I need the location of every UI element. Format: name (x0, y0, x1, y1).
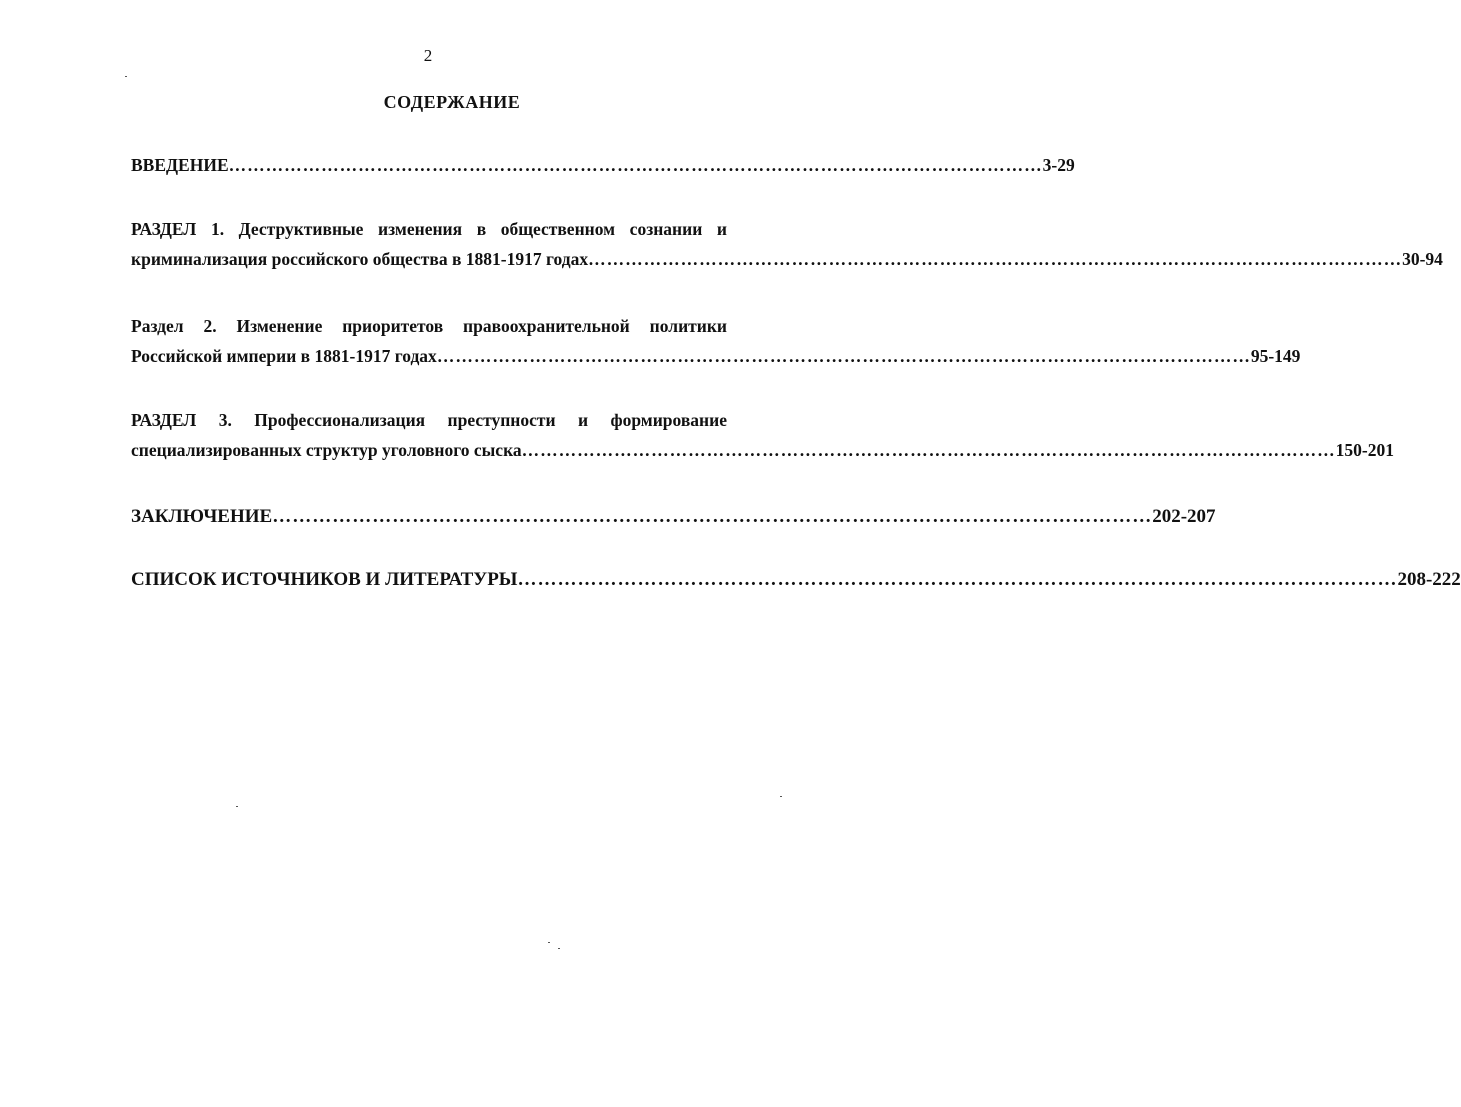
toc-entry-pages: 3-29 (1042, 155, 1075, 175)
dot-leader: …………………………………………………………………………………………………………………… (228, 155, 1043, 175)
toc-entry-title: Российской империи в 1881-1917 годах (131, 346, 437, 366)
toc-entry-title: специализированных структур уголовного сыска (131, 440, 522, 460)
toc-entry-title: криминализация российского общества в 1881-1917 годах (131, 249, 589, 269)
dot-leader: …………………………………………………………………………………………………………………… (521, 440, 1336, 460)
toc-entry-pages: 95-149 (1250, 346, 1301, 366)
toc-entry-section-1[interactable] (131, 214, 1443, 274)
toc-entry-pages: 202-207 (1152, 506, 1216, 527)
dot-leader: …………………………………………………………………………………………………………………… (436, 346, 1251, 366)
scan-speck (548, 942, 550, 943)
scan-speck (236, 806, 238, 807)
toc-entry-pages: 150-201 (1335, 440, 1394, 460)
toc-entry-pages: 208-222 (1397, 569, 1461, 590)
scan-speck (125, 76, 127, 77)
toc-entry-introduction[interactable] (131, 150, 1075, 180)
toc-title: СОДЕРЖАНИЕ (383, 92, 521, 112)
page-number: 2 (423, 46, 433, 65)
toc-entry-line (131, 341, 1301, 371)
scan-speck (780, 796, 782, 797)
toc-entry-conclusion[interactable] (131, 502, 1216, 532)
toc-entry-bibliography[interactable] (131, 565, 1461, 595)
toc-entry-title: ЗАКЛЮЧЕНИЕ (131, 506, 273, 527)
toc-entry-line (131, 502, 1216, 532)
toc-entry-title: ВВЕДЕНИЕ (131, 155, 229, 175)
dot-leader: …………………………………………………………………………………………………………………… (272, 506, 1153, 527)
toc-entry-pages: 30-94 (1402, 249, 1443, 269)
toc-entry-title: СПИСОК ИСТОЧНИКОВ И ЛИТЕРАТУРЫ (131, 569, 518, 590)
scan-speck (558, 948, 560, 949)
toc-entry-line (131, 244, 1443, 274)
toc-entry-title-line: РАЗДЕЛ 3. Профессионализация преступности и формирование (131, 410, 727, 430)
toc-entry-title-line: РАЗДЕЛ 1. Деструктивные изменения в общественном сознании и (131, 219, 727, 239)
dot-leader: …………………………………………………………………………………………………………………… (588, 249, 1403, 269)
dot-leader: …………………………………………………………………………………………………………………… (517, 569, 1398, 590)
toc-entry-title-line: Раздел 2. Изменение приоритетов правоохранительной политики (131, 316, 727, 336)
toc-entry-line (131, 565, 1461, 595)
toc-entry-section-2[interactable] (131, 311, 1301, 371)
toc-entry-line (131, 150, 1075, 180)
toc-entry-line (131, 435, 1394, 465)
toc-entry-section-3[interactable] (131, 405, 1394, 465)
